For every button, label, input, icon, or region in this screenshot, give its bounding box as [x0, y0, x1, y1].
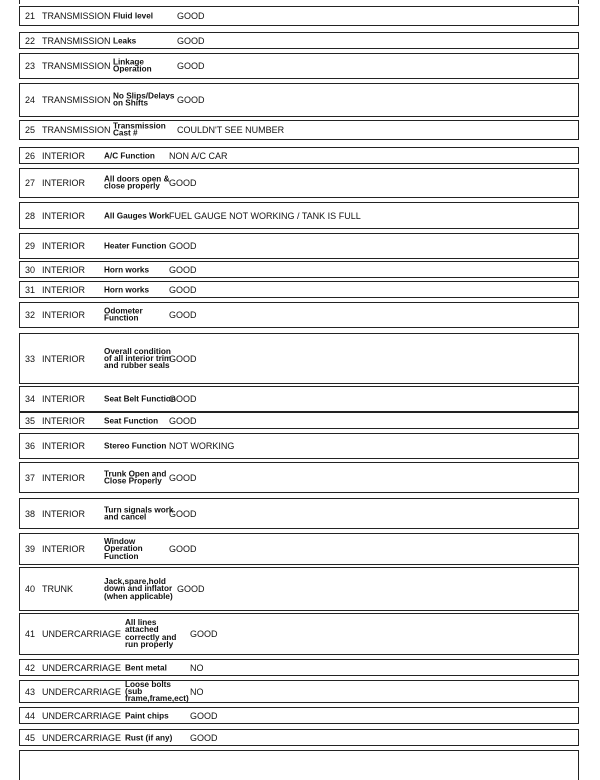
row-value: GOOD: [190, 710, 218, 721]
row-item: Overall condition of all interior trim and rubber seals: [104, 346, 172, 371]
row-item: Turn signals work and cancel: [104, 505, 174, 522]
row-number: 26: [25, 150, 36, 161]
table-row: [19, 147, 579, 164]
row-number: 42: [25, 662, 36, 673]
table-row: [19, 333, 579, 384]
row-item: Paint chips: [125, 710, 169, 720]
row-number: 44: [25, 710, 36, 721]
row-number: 40: [25, 584, 36, 594]
row-category: INTERIOR: [42, 284, 86, 295]
row-category: INTERIOR: [42, 210, 86, 221]
row-value: NOT WORKING: [169, 441, 235, 451]
row-category: UNDERCARRIAGE: [42, 686, 122, 697]
row-number: 22: [25, 35, 36, 46]
row-number: 28: [25, 210, 36, 221]
row-item: Heater Function: [104, 241, 167, 251]
table-row: [19, 498, 579, 529]
row-number: 27: [25, 178, 36, 188]
row-item: Leaks: [113, 35, 137, 45]
row-number: 30: [25, 264, 36, 275]
row-item: All doors open & close properly: [104, 174, 170, 191]
table-row: [19, 281, 579, 298]
table-top-edge-left: [19, 0, 20, 4]
row-number: 32: [25, 310, 36, 320]
row-value: GOOD: [177, 584, 205, 594]
row-number: 33: [25, 353, 36, 364]
table-row: [19, 533, 579, 565]
table-row: [19, 53, 579, 79]
row-value: GOOD: [169, 284, 197, 295]
row-category: TRANSMISSION: [42, 125, 111, 135]
row-item: Horn works: [104, 284, 150, 294]
row-number: 45: [25, 732, 36, 743]
row-category: INTERIOR: [42, 472, 86, 483]
row-value: GOOD: [169, 264, 197, 275]
row-category: INTERIOR: [42, 241, 86, 251]
row-number: 29: [25, 241, 36, 251]
row-category: TRANSMISSION: [42, 61, 111, 71]
row-item: No Slips/Delays on Shifts: [113, 91, 175, 108]
row-number: 31: [25, 284, 36, 295]
row-item: Jack,spare,hold down and inflator (when applicable): [104, 576, 173, 601]
table-row: [19, 83, 579, 117]
row-category: INTERIOR: [42, 150, 86, 161]
row-category: TRANSMISSION: [42, 35, 111, 46]
row-value: GOOD: [190, 732, 218, 743]
row-item: A/C Function: [104, 150, 155, 160]
row-item: Stereo Function: [104, 441, 167, 451]
row-item: All Gauges Work: [104, 210, 170, 220]
row-category: UNDERCARRIAGE: [42, 710, 122, 721]
row-value: GOOD: [169, 508, 197, 519]
row-category: UNDERCARRIAGE: [42, 629, 122, 639]
table-row: [19, 261, 579, 278]
row-category: UNDERCARRIAGE: [42, 732, 122, 743]
row-category: INTERIOR: [42, 441, 86, 451]
table-row: [19, 680, 579, 703]
row-value: GOOD: [169, 394, 197, 404]
table-row: [19, 386, 579, 412]
table-row: [19, 729, 579, 746]
row-category: INTERIOR: [42, 353, 86, 364]
row-value: GOOD: [177, 95, 205, 105]
row-item: Fluid level: [113, 11, 154, 21]
row-number: 36: [25, 441, 36, 451]
row-category: UNDERCARRIAGE: [42, 662, 122, 673]
table-row: [19, 707, 579, 724]
row-number: 35: [25, 415, 36, 426]
table-row: [19, 32, 579, 49]
row-value: GOOD: [169, 310, 197, 320]
row-number: 38: [25, 508, 36, 519]
table-row: [19, 613, 579, 655]
row-item: Trunk Open and Close Properly: [104, 469, 167, 486]
row-category: INTERIOR: [42, 394, 86, 404]
row-item: Seat Function: [104, 415, 159, 425]
table-top-edge-right: [578, 0, 579, 4]
row-value: GOOD: [169, 415, 197, 426]
row-number: 21: [25, 11, 36, 21]
row-value: GOOD: [169, 353, 197, 364]
row-value: GOOD: [190, 629, 218, 639]
row-item: Bent metal: [125, 662, 167, 672]
row-item: Linkage Operation: [113, 57, 152, 74]
row-category: INTERIOR: [42, 544, 86, 554]
row-item: Rust (if any): [125, 732, 173, 742]
row-item: Transmission Cast #: [113, 121, 166, 138]
row-category: INTERIOR: [42, 415, 86, 426]
row-value: NO: [190, 686, 204, 697]
row-value: NO: [190, 662, 204, 673]
row-value: COULDN'T SEE NUMBER: [177, 125, 285, 135]
row-item: All lines attached correctly and run properly: [125, 618, 177, 650]
table-row: [19, 233, 579, 259]
row-value: GOOD: [177, 11, 205, 21]
table-row: [19, 462, 579, 493]
table-row: [19, 168, 579, 198]
row-item: Window Operation Function: [104, 536, 143, 561]
row-number: 37: [25, 472, 36, 483]
row-item: Horn works: [104, 264, 150, 274]
row-value: GOOD: [169, 241, 197, 251]
table-row: [19, 412, 579, 429]
row-number: 24: [25, 95, 36, 105]
row-item: Loose bolts (sub frame,frame,ect): [125, 679, 189, 704]
row-value: GOOD: [169, 472, 197, 483]
row-value: GOOD: [169, 544, 197, 554]
row-number: 25: [25, 125, 36, 135]
row-category: INTERIOR: [42, 178, 86, 188]
row-category: TRANSMISSION: [42, 11, 111, 21]
row-value: NON A/C CAR: [169, 150, 228, 161]
row-category: TRUNK: [42, 584, 73, 594]
row-number: 34: [25, 394, 36, 404]
row-number: 39: [25, 544, 36, 554]
table-row: [19, 302, 579, 328]
row-category: INTERIOR: [42, 264, 86, 275]
row-item: Odometer Function: [104, 306, 143, 323]
row-category: INTERIOR: [42, 508, 86, 519]
row-category: INTERIOR: [42, 310, 86, 320]
row-number: 23: [25, 61, 36, 71]
row-value: GOOD: [177, 35, 205, 46]
row-value: GOOD: [177, 61, 205, 71]
table-row: [19, 433, 579, 459]
table-row: [19, 567, 579, 611]
row-number: 43: [25, 686, 36, 697]
table-row: [19, 120, 579, 140]
row-category: TRANSMISSION: [42, 95, 111, 105]
table-row: [19, 6, 579, 26]
table-row: [19, 202, 579, 229]
row-value: GOOD: [169, 178, 197, 188]
row-number: 41: [25, 629, 36, 639]
table-row: [19, 659, 579, 676]
row-item: Seat Belt Function: [104, 394, 176, 404]
row-value: FUEL GAUGE NOT WORKING / TANK IS FULL: [169, 210, 361, 221]
